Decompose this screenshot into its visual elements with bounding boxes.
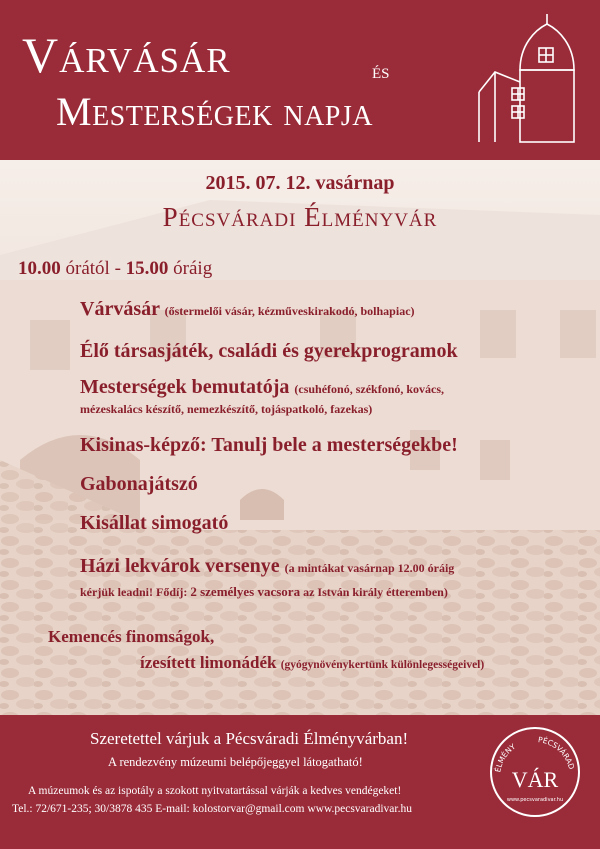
treats-line2: ízesített limonádék (gyógynövénykertünk különlegességeivel)	[140, 653, 485, 672]
logo-word: VÁR	[511, 767, 559, 792]
time-from-suffix: órától -	[65, 258, 121, 279]
svg-text:PÉCSVÁRAD	[537, 735, 576, 771]
title-varvasar: Várvásár	[22, 27, 231, 83]
event-date: 2015. 07. 12. vasárnap	[205, 172, 395, 194]
logo-url: www.pecsvaradivar.hu	[506, 797, 564, 803]
header-band	[0, 0, 600, 160]
program-item: Kisállat simogató	[80, 512, 229, 534]
program-item: Kisinas-képző: Tanulj bele a mesterségekbe!	[80, 434, 458, 456]
elmenyvar-logo	[488, 725, 582, 819]
logo-arc-right: PÉCSVÁRAD	[537, 735, 577, 771]
footer-band	[0, 715, 600, 849]
title-es: és	[372, 58, 390, 83]
footer-welcome: Szeretettel várjuk a Pécsváradi Élményvárban!	[90, 729, 409, 748]
time-to: 15.00	[125, 258, 169, 279]
title-mestersegek-napja: Mesterségek napja	[56, 89, 373, 134]
footer-museums: A múzeumok és az ispotály a szokott nyitvatartással várják a kedves vendégeket!	[28, 785, 402, 797]
program-item-note: kérjük leadni! Fődíj: 2 személyes vacsora az István király étteremben)	[80, 584, 448, 599]
program-item-note: mézeskalács készítő, nemezkészítő, tojáspatkoló, fazekas)	[80, 402, 373, 416]
time-from: 10.00	[18, 258, 61, 279]
treats-line1: Kemencés finomságok,	[48, 627, 215, 646]
program-item: Gabonajátszó	[80, 473, 198, 495]
castle-outline-icon	[475, 10, 590, 150]
footer-contact: Tel.: 72/671-235; 30/3878 435 E-mail: kolostorvar@gmail.com www.pecsvaradivar.hu	[12, 803, 412, 815]
program-item: Mesterségek bemutatója (csuhéfonó, székfonó, kovács,	[80, 376, 445, 398]
footer-ticket: A rendezvény múzeumi belépőjeggyel látogatható!	[108, 755, 363, 769]
event-venue: Pécsváradi Élményvár	[162, 202, 438, 232]
program-item: Élő társasjáték, családi és gyerekprogramok	[80, 340, 458, 362]
content	[0, 160, 600, 715]
logo-arc-left: ÉLMÉNY	[493, 741, 518, 773]
time-to-suffix: óráig	[173, 258, 213, 279]
program-item: Házi lekvárok versenye (a mintákat vasárnap 12.00 óráig	[80, 555, 455, 577]
program-item: Várvásár (őstermelői vásár, kézműveskirakodó, bolhapiac)	[80, 298, 415, 320]
event-time	[18, 258, 212, 280]
